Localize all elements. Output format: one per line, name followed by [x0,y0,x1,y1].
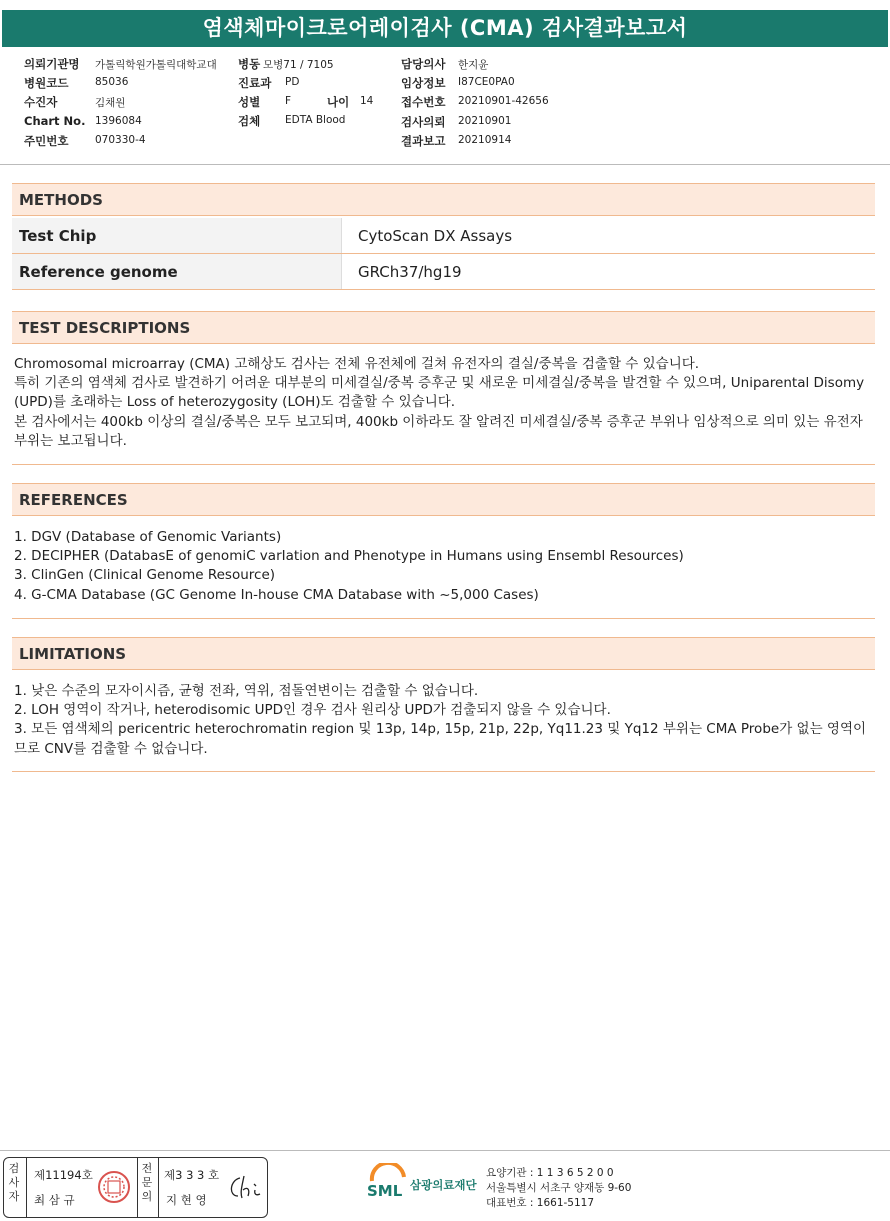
receipt-value: 20210901-42656 [458,95,549,107]
divider [12,618,875,619]
patient-value: 김채원 [95,97,126,109]
test-chip-value: CytoScan DX Assays [342,218,876,254]
institution-value: 가톨릭학원가톨릭대학교대 [95,59,217,71]
methods-header: METHODS [12,183,875,216]
org-name: 삼광의료재단 [410,1178,477,1192]
list-item: 1. DGV (Database of Genomic Variants) [14,529,282,545]
signature-icon [226,1172,264,1202]
svg-text:SML: SML [367,1182,403,1200]
limitations-header: LIMITATIONS [12,637,875,670]
references-list [14,528,876,605]
specialist-license: 제3 3 3 호 [164,1168,220,1182]
age-label: 나이 [327,95,350,109]
report-title: 염색체마이크로어레이검사 (CMA) 검사결과보고서 [2,10,888,47]
descriptions-body [14,355,876,451]
list-item: 3. 모든 염색체의 pericentric heterochromatin region 및 13p, 14p, 15p, 21p, 22p, Yq11.23 및 Yq12 부위는 CMA Probe가 없는 영역이므로 CNV를 검출할 수 없습니다. [14,721,867,757]
request-label: 검사의뢰 [401,115,446,129]
list-item: 2. DECIPHER (DatabasE of genomiC varIation and Phenotype in Humans using Ensembl Resources) [14,548,684,565]
ward-label: 병동 [238,57,261,71]
divider [137,1158,138,1217]
table-row [12,218,875,254]
examiner-name: 최 삼 규 [34,1193,75,1207]
sex-value: F [285,95,292,107]
clinical-label: 임상정보 [401,76,446,90]
rrn-value: 070330-4 [95,134,146,146]
sex-label: 성별 [238,95,261,109]
specimen-value: EDTA Blood [285,114,346,126]
list-item: 4. G-CMA Database (GC Genome In-house CMA Database with ~5,000 Cases) [14,586,539,603]
dept-value: PD [285,76,300,88]
signature-box [3,1157,268,1218]
description-line: 본 검사에서는 400kb 이상의 결실/중복은 모두 보고되며, 400kb 이하라도 잘 알려진 미세결실/중복 증후군 부위나 임상적으로 의미 있는 유전자 부위는 보고됩니다. [14,413,863,449]
patient-info-panel [0,56,890,165]
limitations-list [14,682,876,759]
institution-label: 의뢰기관명 [24,57,80,71]
clinical-value: I87CE0PA0 [458,76,515,88]
specialist-label: 전문의 [141,1162,153,1203]
references-header: REFERENCES [12,483,875,516]
seal-icon [96,1169,132,1205]
specialist-name: 지 현 영 [166,1193,207,1207]
report-value: 20210914 [458,134,512,146]
list-item: 1. 낮은 수준의 모자이시즘, 균형 전좌, 역위, 점돌연변이는 검출할 수 없습니다. [14,683,479,699]
report-label: 결과보고 [401,134,446,148]
dept-label: 진료과 [238,76,272,90]
chart-value: 1396084 [95,115,142,127]
care-code: 요양기관 : 1 1 3 6 5 2 0 0 [486,1167,614,1179]
ward-value: 모병71 / 7105 [263,59,334,71]
test-chip-key: Test Chip [12,218,342,254]
sml-logo-icon [366,1163,409,1203]
description-line: 특히 기존의 염색체 검사로 발견하기 어려운 대부분의 미세결실/중복 증후군 및 새로운 미세결실/중복을 발견할 수 있으며, Uniparental Disomy (UPD)를 초래하는 Loss of heterozygosity (LOH)도 검출할 수 있습니다. [14,375,865,411]
doctor-label: 담당의사 [401,57,446,71]
address: 서울특별시 서초구 양재동 9-60 [486,1182,632,1194]
list-item: 2. LOH 영역이 작거나, heterodisomic UPD인 경우 검사 원리상 UPD가 검출되지 않을 수 있습니다. [14,702,611,719]
divider [12,464,875,465]
reference-genome-value: GRCh37/hg19 [342,254,876,290]
receipt-label: 접수번호 [401,95,446,109]
divider [158,1158,159,1217]
age-value: 14 [360,95,374,107]
examiner-label: 검사자 [8,1162,20,1203]
phone: 대표번호 : 1661-5117 [486,1197,595,1209]
list-item: 3. ClinGen (Clinical Genome Resource) [14,567,276,584]
descriptions-header: TEST DESCRIPTIONS [12,311,875,344]
request-value: 20210901 [458,115,512,127]
footer-divider [0,1150,890,1151]
table-row [12,254,875,290]
methods-table [12,218,875,290]
reference-genome-key: Reference genome [12,254,342,290]
doctor-value: 한지윤 [458,59,489,71]
description-line: Chromosomal microarray (CMA) 고해상도 검사는 전체 유전체에 걸쳐 유전자의 결실/중복을 검출할 수 있습니다. [14,356,700,372]
specimen-label: 검체 [238,114,261,128]
patient-label: 수진자 [24,95,58,109]
rrn-label: 주민번호 [24,134,69,148]
hospital-code-value: 85036 [95,76,129,88]
examiner-license: 제11194호 [34,1168,93,1182]
hospital-code-label: 병원코드 [24,76,69,90]
divider [26,1158,27,1217]
divider [12,771,875,772]
chart-label: Chart No. [24,114,86,128]
